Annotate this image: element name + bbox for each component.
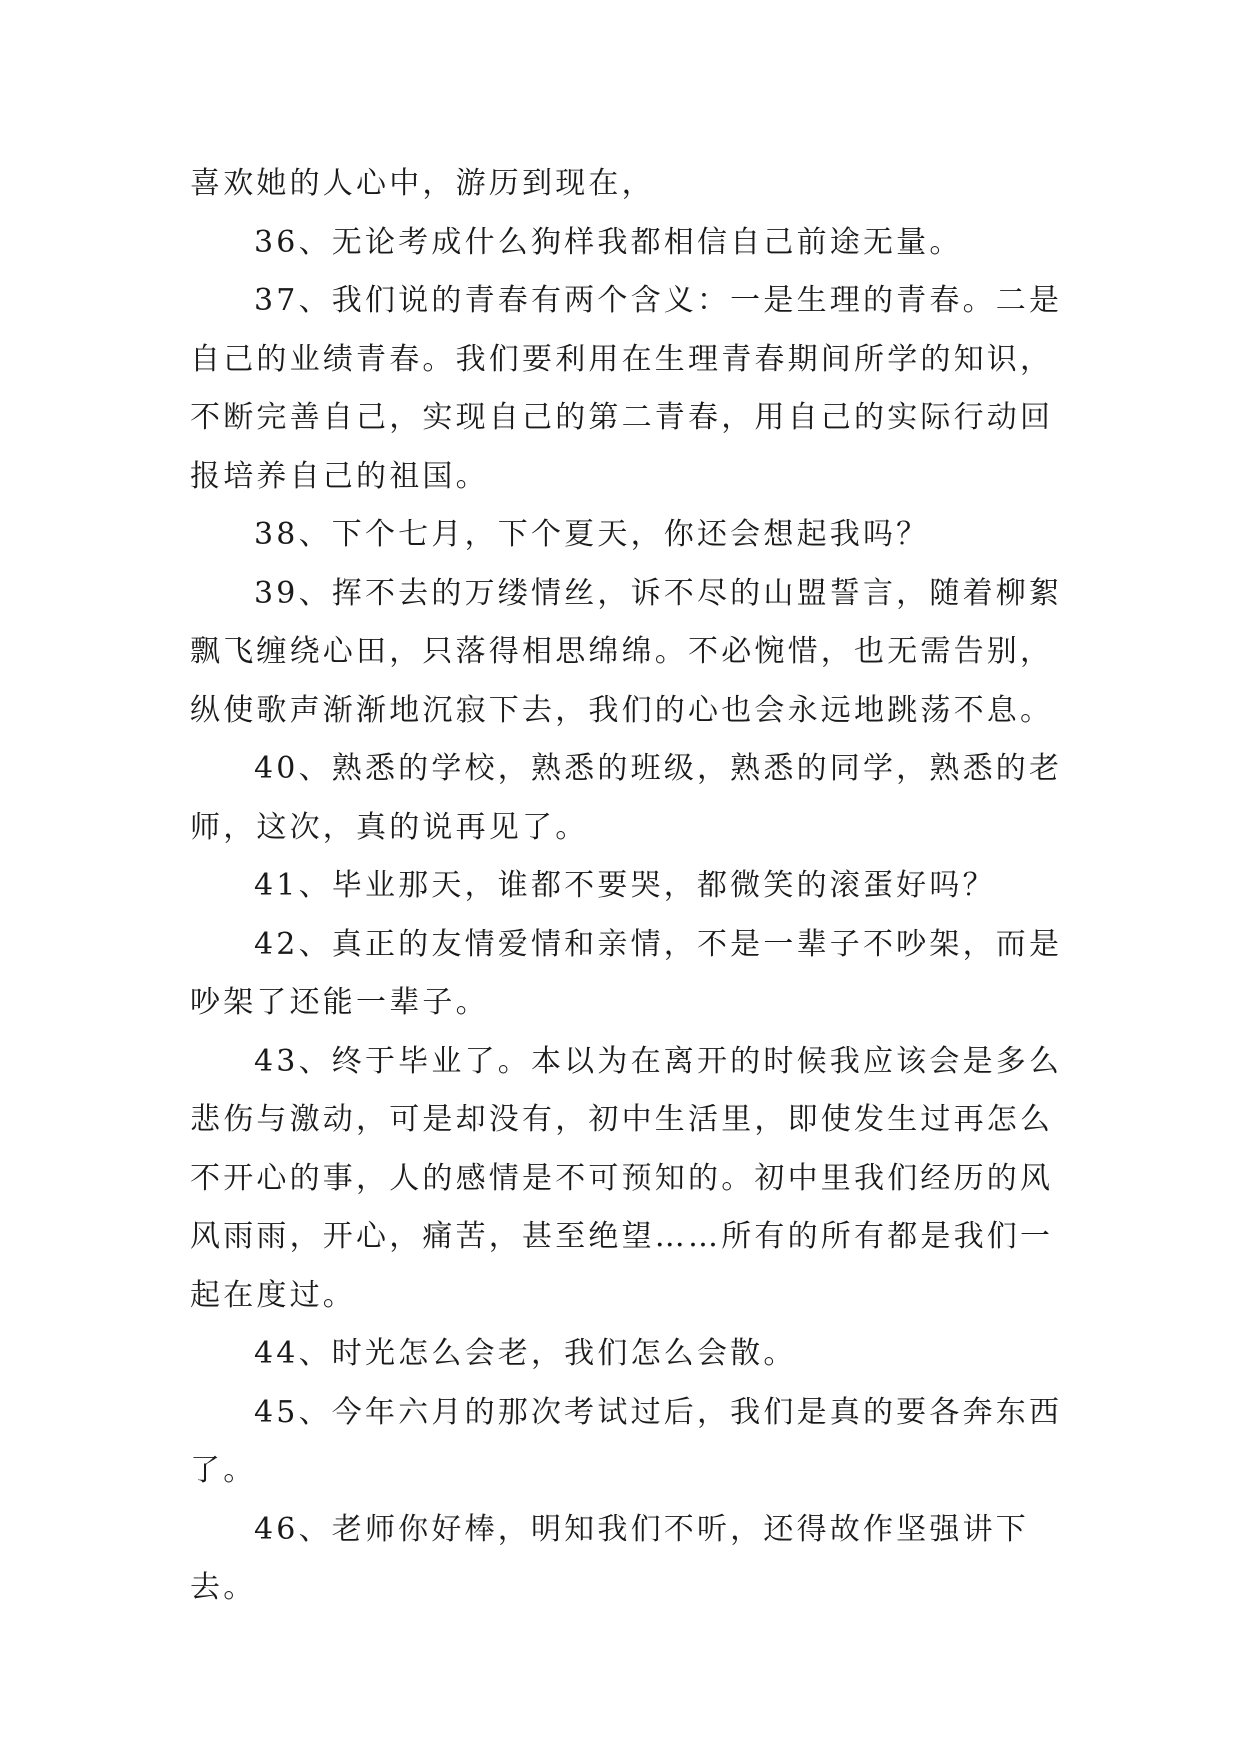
paragraph-item-42: 42、真正的友情爱情和亲情，不是一辈子不吵架，而是吵架了还能一辈子。 [190,926,1063,1020]
paragraph-continued: 喜欢她的人心中，游历到现在， [190,166,655,201]
paragraph-item-38: 38、下个七月，下个夏天，你还会想起我吗？ [254,517,930,552]
paragraph-item-41: 41、毕业那天，谁都不要哭，都微笑的滚蛋好吗？ [254,868,996,903]
paragraph-item-44: 44、时光怎么会老，我们怎么会散。 [254,1336,797,1371]
document-page [190,155,1070,1618]
paragraph-item-45: 45、今年六月的那次考试过后，我们是真的要各奔东西了。 [190,1394,1063,1488]
paragraph-item-43: 43、终于毕业了。本以为在离开的时候我应该会是多么悲伤与激动，可是却没有，初中生活里，即使发生过再怎么不开心的事，人的感情是不可预知的。初中里我们经历的风风雨雨，开心，痛苦，甚至绝望……所有的所有都是我们一起在度过。 [190,1043,1063,1313]
paragraph-item-36: 36、无论考成什么狗样我都相信自己前途无量。 [254,224,963,260]
paragraph-item-40: 40、熟悉的学校，熟悉的班级，熟悉的同学，熟悉的老师，这次，真的说再见了。 [190,751,1063,845]
paragraph-item-37: 37、我们说的青春有两个含义：一是生理的青春。二是自己的业绩青春。我们要利用在生理青春期间所学的知识，不断完善自己，实现自己的第二青春，用自己的实际行动回报培养自己的祖国。 [190,283,1063,494]
paragraph-item-39: 39、挥不去的万缕情丝，诉不尽的山盟誓言，随着柳絮飘飞缠绕心田，只落得相思绵绵。不必惋惜，也无需告别，纵使歌声渐渐地沉寂下去，我们的心也会永远地跳荡不息。 [190,575,1063,728]
paragraph-item-46: 46、老师你好棒，明知我们不听，还得故作坚强讲下去。 [190,1511,1029,1605]
